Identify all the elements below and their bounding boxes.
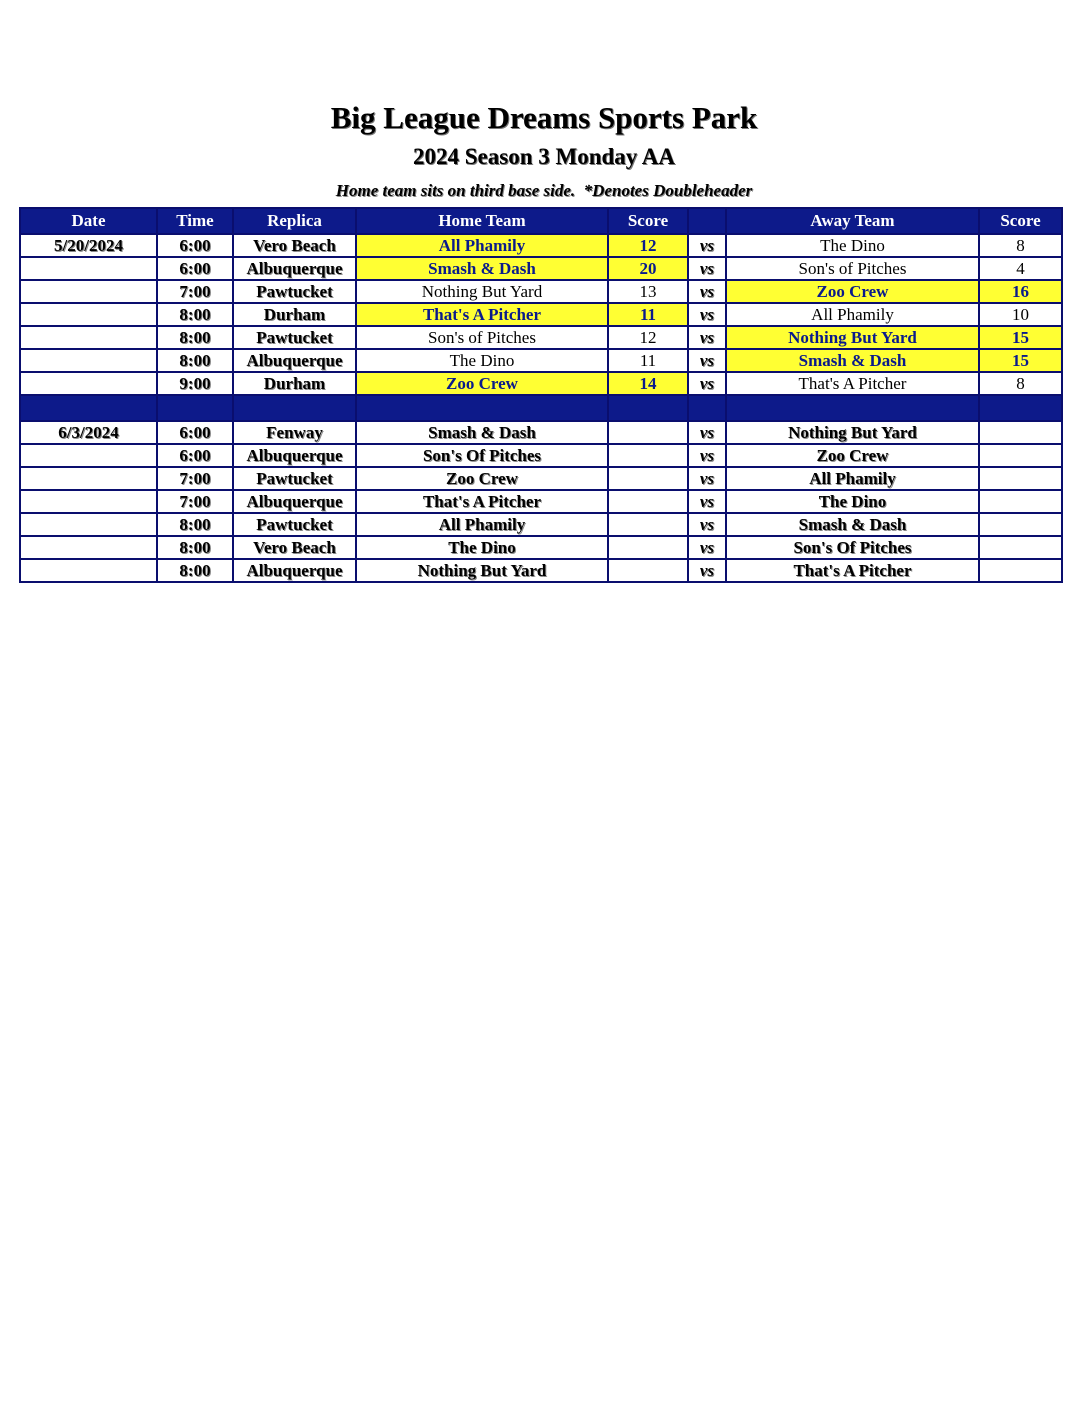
away-team-cell: All Phamily: [726, 467, 979, 490]
date-cell: 5/20/2024: [20, 234, 157, 257]
home-team-cell: Son's Of Pitches: [356, 444, 608, 467]
away-score-cell: 8: [979, 372, 1062, 395]
col-away-team: Away Team: [726, 208, 979, 234]
time-cell: 8:00: [157, 349, 233, 372]
away-team-cell: That's A Pitcher: [726, 559, 979, 582]
time-cell: 7:00: [157, 280, 233, 303]
home-team-cell: Smash & Dash: [356, 421, 608, 444]
page-subtitle: 2024 Season 3 Monday AA: [413, 144, 675, 169]
replica-cell: Pawtucket: [233, 467, 356, 490]
away-score-cell: [979, 421, 1062, 444]
col-replica: Replica: [233, 208, 356, 234]
page-title: Big League Dreams Sports Park: [330, 100, 758, 135]
home-score-cell: 12: [608, 234, 688, 257]
table-row: [20, 536, 1062, 559]
table-row: [20, 444, 1062, 467]
table-row: [20, 559, 1062, 582]
time-cell: 6:00: [157, 257, 233, 280]
divider-cell: [20, 395, 157, 421]
vs-cell: vs: [688, 513, 726, 536]
home-team-cell: All Phamily: [356, 234, 608, 257]
date-cell: [20, 349, 157, 372]
home-score-cell: [608, 536, 688, 559]
vs-cell: vs: [688, 280, 726, 303]
divider-cell: [356, 395, 608, 421]
divider-cell: [726, 395, 979, 421]
vs-cell: vs: [688, 559, 726, 582]
home-team-cell: Smash & Dash: [356, 257, 608, 280]
away-score-cell: 16: [979, 280, 1062, 303]
table-row: [20, 326, 1062, 349]
col-time: Time: [157, 208, 233, 234]
table-row: [20, 421, 1062, 444]
replica-cell: Albuquerque: [233, 444, 356, 467]
away-score-cell: [979, 513, 1062, 536]
home-team-cell: Nothing But Yard: [356, 559, 608, 582]
away-team-cell: Nothing But Yard: [726, 421, 979, 444]
table-row: [20, 257, 1062, 280]
col-home-team: Home Team: [356, 208, 608, 234]
away-score-cell: 15: [979, 326, 1062, 349]
replica-cell: Durham: [233, 303, 356, 326]
divider-row: [20, 395, 1062, 421]
time-cell: 6:00: [157, 444, 233, 467]
away-team-cell: Nothing But Yard: [726, 326, 979, 349]
home-team-cell: Zoo Crew: [356, 467, 608, 490]
date-cell: 6/3/2024: [20, 421, 157, 444]
vs-cell: vs: [688, 257, 726, 280]
away-team-cell: That's A Pitcher: [726, 372, 979, 395]
vs-cell: vs: [688, 349, 726, 372]
vs-cell: vs: [688, 421, 726, 444]
away-score-cell: [979, 490, 1062, 513]
away-team-cell: Smash & Dash: [726, 513, 979, 536]
replica-cell: Albuquerque: [233, 257, 356, 280]
home-score-cell: [608, 444, 688, 467]
replica-cell: Pawtucket: [233, 513, 356, 536]
home-score-cell: 11: [608, 303, 688, 326]
away-score-cell: [979, 559, 1062, 582]
table-row: [20, 513, 1062, 536]
replica-cell: Pawtucket: [233, 280, 356, 303]
schedule-table: [19, 207, 1063, 583]
home-team-cell: The Dino: [356, 349, 608, 372]
away-team-cell: Son's Of Pitches: [726, 536, 979, 559]
vs-cell: vs: [688, 467, 726, 490]
vs-cell: vs: [688, 234, 726, 257]
away-team-cell: Zoo Crew: [726, 280, 979, 303]
away-score-cell: 15: [979, 349, 1062, 372]
date-cell: [20, 303, 157, 326]
away-score-cell: [979, 467, 1062, 490]
time-cell: 7:00: [157, 467, 233, 490]
divider-cell: [233, 395, 356, 421]
replica-cell: Fenway: [233, 421, 356, 444]
divider-cell: [688, 395, 726, 421]
time-cell: 8:00: [157, 326, 233, 349]
table-row: [20, 490, 1062, 513]
replica-cell: Pawtucket: [233, 326, 356, 349]
time-cell: 8:00: [157, 303, 233, 326]
date-cell: [20, 490, 157, 513]
home-score-cell: 12: [608, 326, 688, 349]
date-cell: [20, 280, 157, 303]
replica-cell: Albuquerque: [233, 349, 356, 372]
home-score-cell: 14: [608, 372, 688, 395]
schedule-note: Home team sits on third base side. *Denotes Doubleheader: [335, 181, 753, 200]
home-score-cell: 13: [608, 280, 688, 303]
home-team-cell: All Phamily: [356, 513, 608, 536]
home-team-cell: Nothing But Yard: [356, 280, 608, 303]
away-score-cell: [979, 536, 1062, 559]
replica-cell: Albuquerque: [233, 490, 356, 513]
away-team-cell: The Dino: [726, 234, 979, 257]
date-cell: [20, 257, 157, 280]
away-team-cell: Smash & Dash: [726, 349, 979, 372]
time-cell: 6:00: [157, 234, 233, 257]
time-cell: 9:00: [157, 372, 233, 395]
away-team-cell: All Phamily: [726, 303, 979, 326]
home-score-cell: [608, 421, 688, 444]
vs-cell: vs: [688, 303, 726, 326]
date-cell: [20, 372, 157, 395]
header-row: [20, 208, 1062, 234]
vs-cell: vs: [688, 536, 726, 559]
time-cell: 6:00: [157, 421, 233, 444]
table-row: [20, 372, 1062, 395]
divider-cell: [157, 395, 233, 421]
date-cell: [20, 467, 157, 490]
col-away-score: Score: [979, 208, 1062, 234]
home-team-cell: Son's of Pitches: [356, 326, 608, 349]
replica-cell: Durham: [233, 372, 356, 395]
away-team-cell: Zoo Crew: [726, 444, 979, 467]
replica-cell: Vero Beach: [233, 536, 356, 559]
col-date: Date: [20, 208, 157, 234]
vs-cell: vs: [688, 490, 726, 513]
date-cell: [20, 326, 157, 349]
home-team-cell: Zoo Crew: [356, 372, 608, 395]
away-team-cell: Son's of Pitches: [726, 257, 979, 280]
table-row: [20, 349, 1062, 372]
table-row: [20, 467, 1062, 490]
away-score-cell: 8: [979, 234, 1062, 257]
date-cell: [20, 536, 157, 559]
home-score-cell: [608, 490, 688, 513]
home-score-cell: 20: [608, 257, 688, 280]
table-row: [20, 234, 1062, 257]
table-row: [20, 280, 1062, 303]
col-home-score: Score: [608, 208, 688, 234]
time-cell: 8:00: [157, 559, 233, 582]
replica-cell: Albuquerque: [233, 559, 356, 582]
vs-cell: vs: [688, 372, 726, 395]
home-score-cell: [608, 513, 688, 536]
away-score-cell: 4: [979, 257, 1062, 280]
home-team-cell: That's A Pitcher: [356, 490, 608, 513]
date-cell: [20, 559, 157, 582]
away-score-cell: 10: [979, 303, 1062, 326]
time-cell: 8:00: [157, 536, 233, 559]
away-score-cell: [979, 444, 1062, 467]
divider-cell: [608, 395, 688, 421]
replica-cell: Vero Beach: [233, 234, 356, 257]
away-team-cell: The Dino: [726, 490, 979, 513]
home-score-cell: [608, 559, 688, 582]
table-row: [20, 303, 1062, 326]
date-cell: [20, 444, 157, 467]
col-vs: [688, 208, 726, 234]
divider-cell: [979, 395, 1062, 421]
time-cell: 7:00: [157, 490, 233, 513]
vs-cell: vs: [688, 326, 726, 349]
time-cell: 8:00: [157, 513, 233, 536]
home-score-cell: [608, 467, 688, 490]
home-score-cell: 11: [608, 349, 688, 372]
date-cell: [20, 513, 157, 536]
home-team-cell: The Dino: [356, 536, 608, 559]
home-team-cell: That's A Pitcher: [356, 303, 608, 326]
vs-cell: vs: [688, 444, 726, 467]
